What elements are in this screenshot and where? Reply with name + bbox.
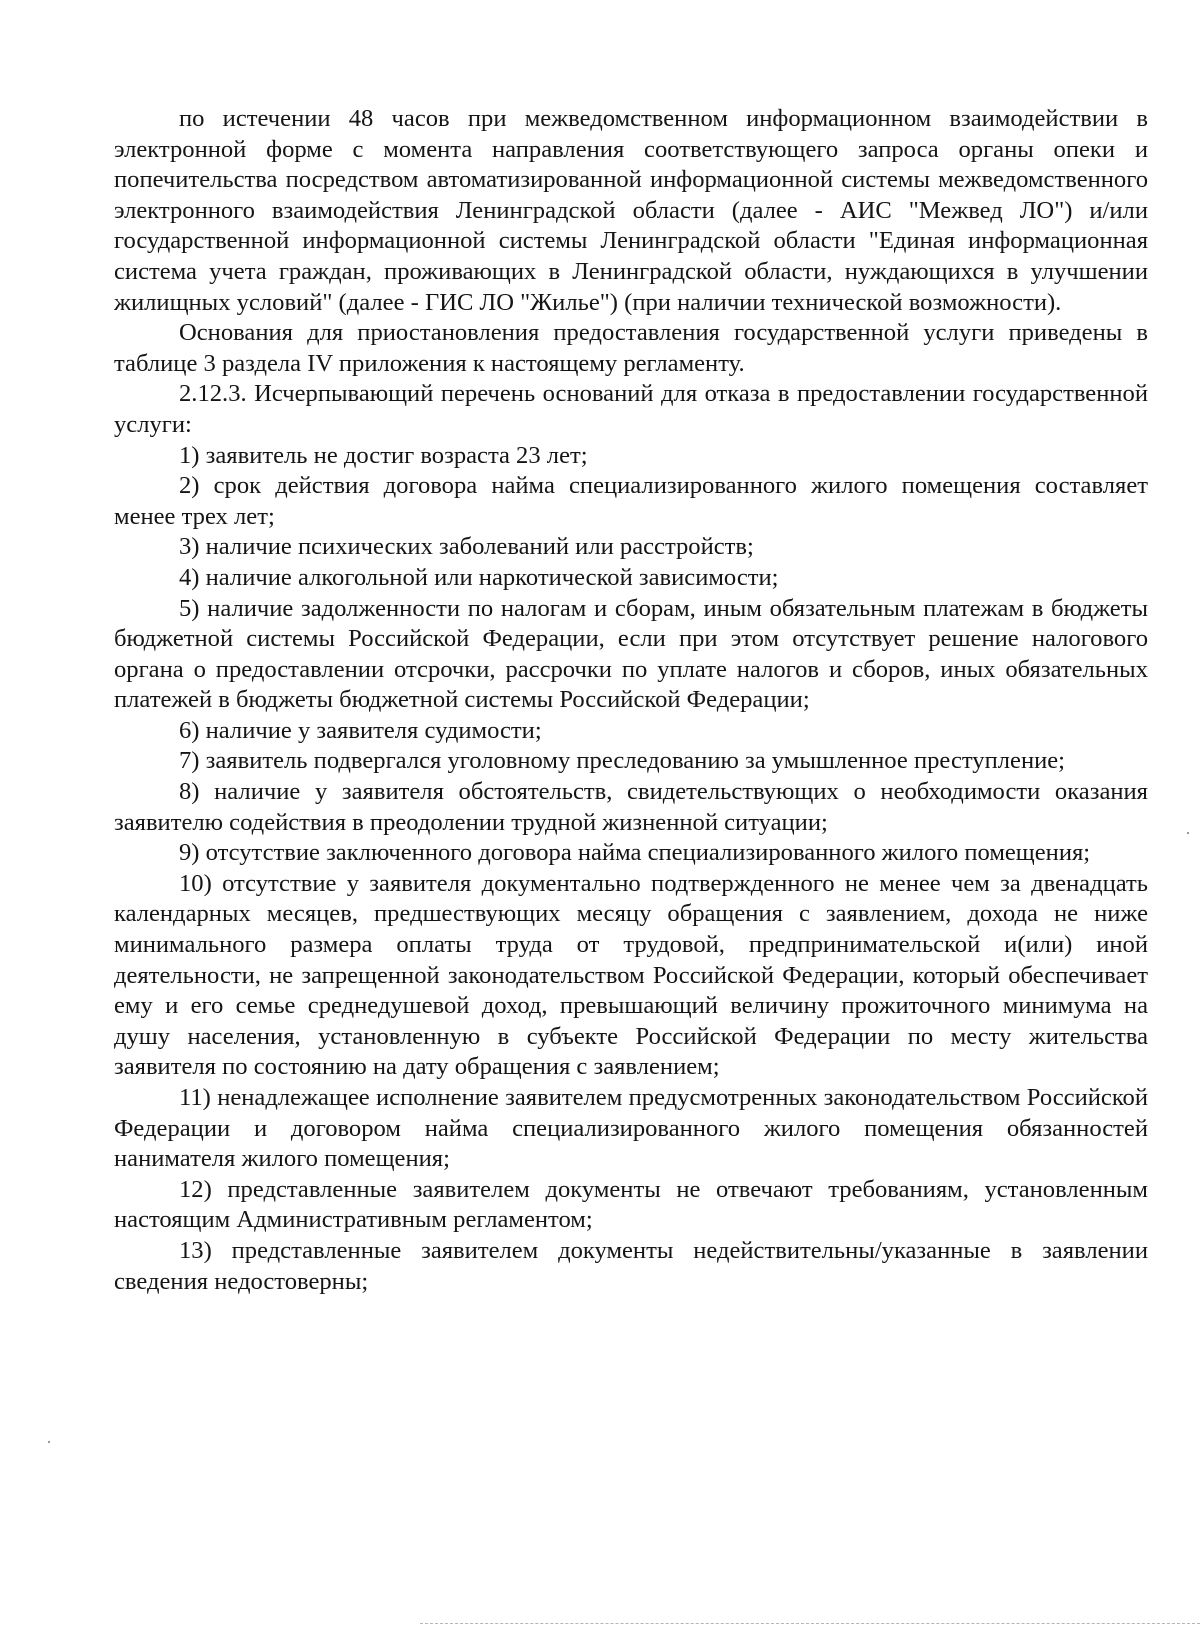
paragraph-suspension-grounds: Основания для приостановления предоставления государственной услуги приведены в таблице 3 раздела IV приложения к настоящему регламенту. [114,319,1148,377]
list-item-2: 2) срок действия договора найма специализированного жилого помещения составляет менее трех лет; [114,472,1148,530]
list-item-3: 3) наличие психических заболеваний или расстройств; [179,533,754,561]
scan-dust-mark [48,1441,50,1443]
list-item-8: 8) наличие у заявителя обстоятельств, свидетельствующих о необходимости оказания заявителю содействия в преодолении трудной жизненной ситуации; [114,778,1148,836]
list-item-11: 11) ненадлежащее исполнение заявителем предусмотренных законодательством Российской Федерации и договором найма специализированного жилого помещения обязанностей нанимателя жилого помещения; [114,1084,1148,1173]
list-item-9: 9) отсутствие заключенного договора найма специализированного жилого помещения; [179,839,1091,867]
document-body [114,104,1148,1297]
list-item-6: 6) наличие у заявителя судимости; [179,716,542,744]
list-item-13: 13) представленные заявителем документы недействительны/указанные в заявлении сведения недостоверны; [114,1236,1148,1295]
scan-dust-mark [1187,832,1189,834]
list-item-5: 5) наличие задолженности по налогам и сборам, иным обязательным платежам в бюджеты бюджетной системы Российской Федерации, если при этом отсутствует решение налогового органа о предоставлении отсрочки, рассрочки по уплате налогов и сборов, иных обязательных платежей в бюджеты бюджетной системы Российской Федерации; [114,594,1148,714]
list-item-10: 10) отсутствие у заявителя документально подтвержденного не менее чем за двенадцать календарных месяцев, предшествующих месяцу обращения с заявлением, дохода не ниже минимального размера оплаты труда от трудовой, предпринимательской и(или) иной деятельности, не запрещенной законодательством Российской Федерации, который обеспечивает ему и его семье среднедушевой доход, превышающий величину прожиточного минимума на душу населения, установленную в субъекте Российской Федерации по месту жительства заявителя по состоянию на дату обращения с заявлением; [114,869,1148,1081]
list-item-4: 4) наличие алкогольной или наркотической зависимости; [179,563,779,591]
paragraph-section-2-12-3: 2.12.3. Исчерпывающий перечень оснований для отказа в предоставлении государственной услуги: [114,380,1148,438]
paragraph-continuation: по истечении 48 часов при межведомственном информационном взаимодействии в электронной форме с момента направления соответствующего запроса органы опеки и попечительства посредством автоматизированной информационной системы межведомственного электронного взаимодействия Ленинградской области (далее - АИС "Межвед ЛО") и/или государственной информационной системы Ленинградской области "Единая информационная система учета граждан, проживающих в Ленинградской области, нуждающихся в улучшении жилищных условий" (далее - ГИС ЛО "Жилье") (при наличии технической возможности). [114,105,1148,316]
list-item-7: 7) заявитель подвергался уголовному преследованию за умышленное преступление; [179,747,1066,775]
list-item-12: 12) представленные заявителем документы не отвечают требованиям, установленным настоящим Административным регламентом; [114,1175,1148,1234]
list-item-1: 1) заявитель не достиг возраста 23 лет; [179,441,588,469]
scan-edge-line [420,1623,1200,1625]
